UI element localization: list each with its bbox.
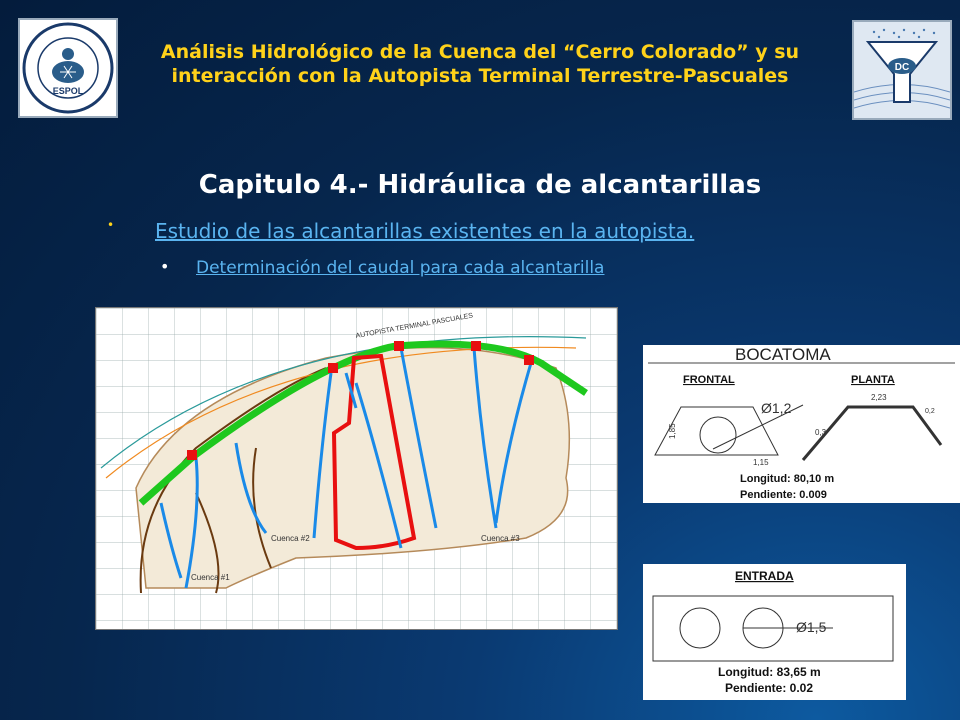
- bocatoma-dim-side: 0,3: [815, 428, 827, 437]
- chapter-title: Capitulo 4.- Hidráulica de alcantarillas: [198, 170, 762, 200]
- entrada-diagram: [643, 564, 906, 700]
- basin-label-3: Cuenca #3: [481, 534, 520, 543]
- planta-label: PLANTA: [851, 374, 895, 386]
- bocatoma-title: BOCATOMA: [735, 345, 831, 364]
- road-label: AUTOPISTA TERMINAL PASCUALES: [355, 312, 474, 340]
- frontal-label: FRONTAL: [683, 374, 735, 386]
- entrada-longitud: Longitud: 83,65 m: [718, 665, 821, 679]
- dc-logo: [852, 20, 952, 120]
- bocatoma-longitud: Longitud: 80,10 m: [740, 473, 835, 485]
- espol-logo-text: ESPOL: [52, 86, 84, 96]
- basin-map-image: [95, 307, 618, 630]
- title-line-2: interacción con la Autopista Terminal Terrestre-Pascuales: [171, 65, 789, 87]
- bocatoma-diameter: Ø1,2: [761, 400, 792, 416]
- entrada-pendiente: Pendiente: 0.02: [725, 681, 814, 695]
- bullet-link-2[interactable]: Determinación del caudal para cada alcantarilla: [196, 258, 605, 278]
- bullet-marker-2: •: [160, 257, 170, 276]
- bullet-link-1[interactable]: Estudio de las alcantarillas existentes en la autopista.: [155, 219, 695, 243]
- bullet-marker-1: •: [107, 218, 115, 232]
- entrada-diameter: Ø1,5: [796, 619, 827, 635]
- bocatoma-dim-top: 2,23: [871, 393, 887, 402]
- bocatoma-dim-height: 1,85: [668, 423, 677, 439]
- bocatoma-dim-side-2: 0,2: [925, 408, 935, 415]
- dc-logo-text: DC: [894, 62, 910, 73]
- bocatoma-pendiente: Pendiente: 0.009: [740, 489, 827, 501]
- basin-label-2: Cuenca #2: [271, 534, 310, 543]
- presentation-title: [130, 40, 830, 88]
- bocatoma-diagram: [643, 345, 960, 503]
- espol-logo: [18, 18, 118, 118]
- title-line-1: Análisis Hidrológico de la Cuenca del “Cerro Colorado” y su: [160, 41, 800, 63]
- entrada-title: ENTRADA: [735, 569, 794, 583]
- basin-label-1: Cuenca #1: [191, 573, 230, 582]
- bocatoma-dim-width: 1,15: [753, 458, 769, 467]
